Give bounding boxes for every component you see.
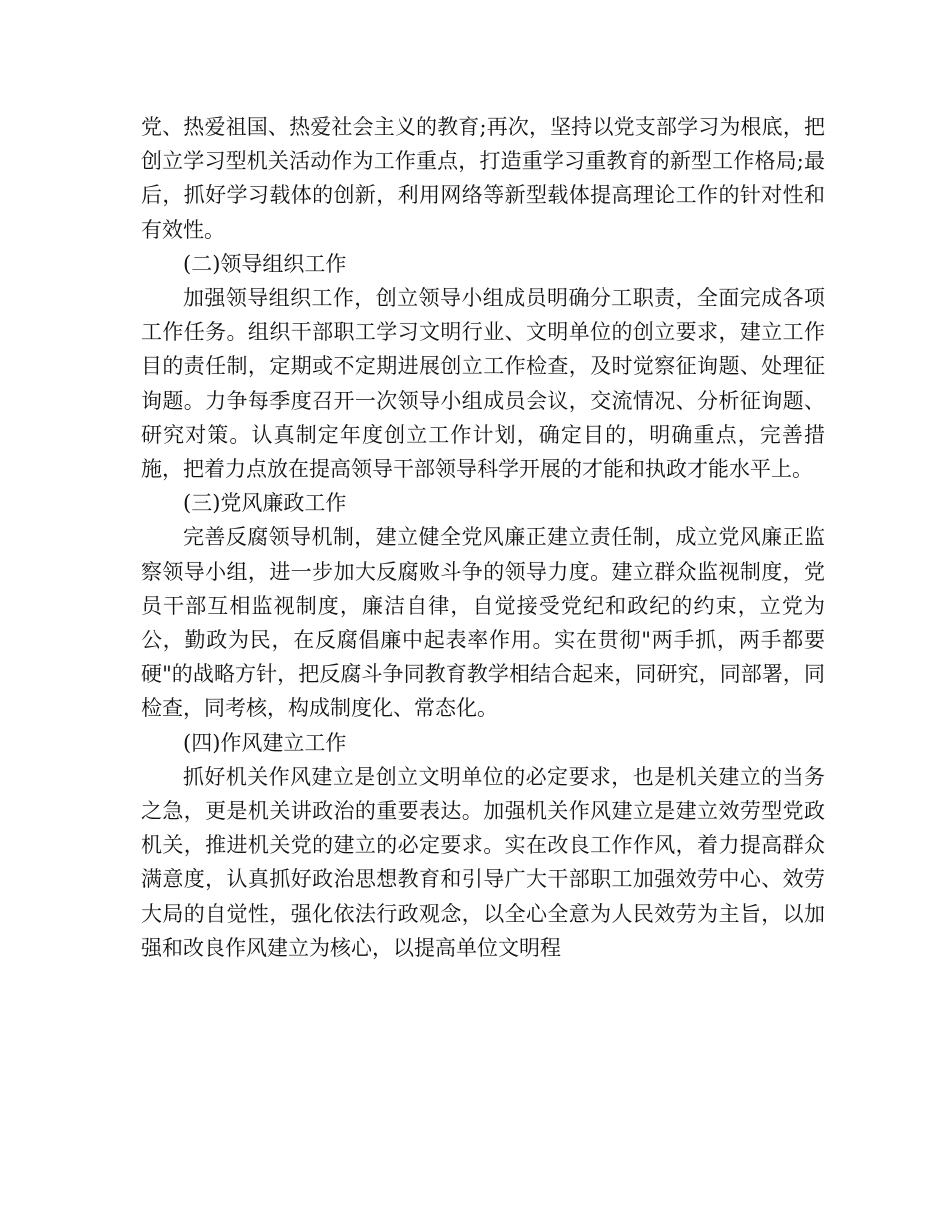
section-heading-leadership: (二)领导组织工作 bbox=[183, 251, 347, 276]
paragraph-continued: 党、热爱祖国、热爱社会主义的教育;再次，坚持以党支部学习为根底，把创立学习型机关活动作为工作重点，打造重学习重教育的新型工作格局;最后，抓好学习载体的创新，利用网络等新型载体提高理论工作的针对性和有效性。 bbox=[141, 115, 825, 242]
paragraph-work-style: 抓好机关作风建立是创立文明单位的必定要求，也是机关建立的当务之急，更是机关讲政治的重要表达。加强机关作风建立是建立效劳型党政机关，推进机关党的建立的必定要求。实在改良工作作风，着力提高群众满意度，认真抓好政治思想教育和引导广大干部职工加强效劳中心、效劳大局的自觉性，强化依法行政观念，以全心全意为人民效劳为主旨，以加强和改良作风建立为核心，以提高单位文明程 bbox=[141, 764, 825, 960]
section-heading-integrity: (三)党风廉政工作 bbox=[183, 491, 347, 516]
paragraph-leadership: 加强领导组织工作，创立领导小组成员明确分工职责，全面完成各项工作任务。组织干部职工学习文明行业、文明单位的创立要求，建立工作目的责任制，定期或不定期进展创立工作检查，及时觉察征询题、处理征询题。力争每季度召开一次领导小组成员会议，交流情况、分析征询题、研究对策。认真制定年度创立工作计划，确定目的，明确重点，完善措施，把着力点放在提高领导干部领导科学开展的才能和执政才能水平上。 bbox=[141, 286, 825, 482]
paragraph-integrity: 完善反腐领导机制，建立健全党风廉正建立责任制，成立党风廉正监察领导小组，进一步加大反腐败斗争的领导力度。建立群众监视制度，党员干部互相监视制度，廉洁自律，自觉接受党纪和政纪的约束，立党为公，勤政为民，在反腐倡廉中起表率作用。实在贯彻"两手抓，两手都要硬"的战略方针，把反腐斗争同教育教学相结合起来，同研究，同部署，同检查，同考核，构成制度化、常态化。 bbox=[141, 525, 825, 721]
section-heading-work-style: (四)作风建立工作 bbox=[183, 730, 347, 755]
document-body bbox=[141, 110, 825, 965]
